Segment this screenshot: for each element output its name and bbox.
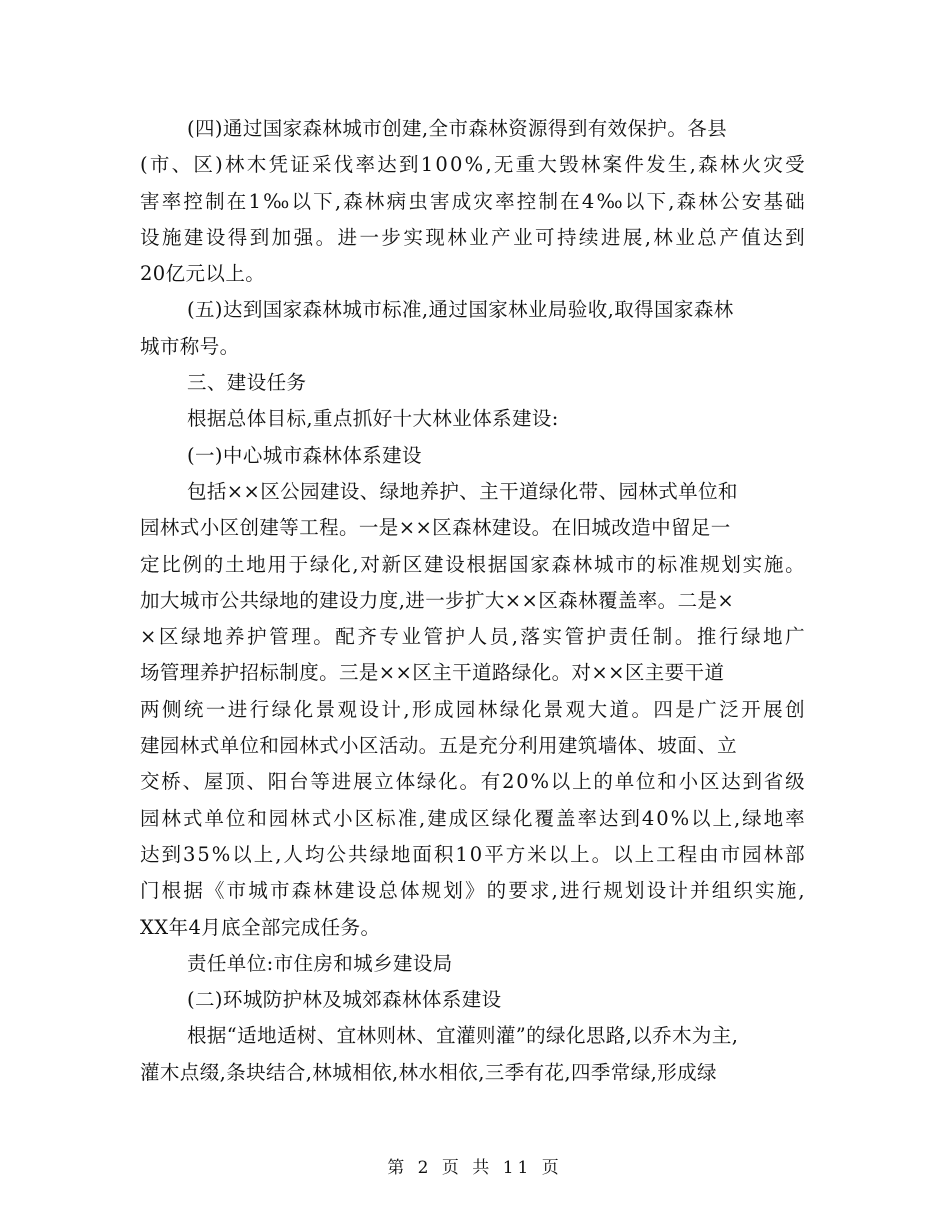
text-line: 达到35%以上,人均公共绿地面积10平方米以上。以上工程由市园林部: [140, 842, 807, 866]
text-line: 城市称号。: [140, 334, 240, 358]
text-line: 灌木点缀,条块结合,林城相依,林水相依,三季有花,四季常绿,形成绿: [140, 1060, 717, 1084]
text-line: 责任单位:市住房和城乡建设局: [187, 951, 453, 975]
text-line: 害率控制在1‰以下,森林病虫害成灾率控制在4‰以下,森林公安基础: [140, 189, 807, 213]
text-line: (一)中心城市森林体系建设: [187, 443, 422, 467]
text-line: 包括××区公园建设、绿地养护、主干道绿化带、园林式单位和: [187, 479, 738, 503]
text-line: ×区绿地养护管理。配齐专业管护人员,落实管护责任制。推行绿地广: [140, 625, 808, 649]
text-line: 加大城市公共绿地的建设力度,进一步扩大××区森林覆盖率。二是×: [140, 588, 735, 612]
text-line: (四)通过国家森林城市创建,全市森林资源得到有效保护。各县: [187, 117, 728, 140]
text-line: 园林式小区创建等工程。一是××区森林建设。在旧城改造中留足一: [140, 516, 731, 540]
text-line: 门根据《市城市森林建设总体规划》的要求,进行规划设计并组织实施,: [140, 879, 807, 903]
text-line: 两侧统一进行绿化景观设计,形成园林绿化景观大道。四是广泛开展创: [140, 697, 808, 721]
body-text: [140, 111, 820, 1091]
text-line: 设施建设得到加强。进一步实现林业产业可持续进展,林业总产值达到: [140, 225, 808, 249]
text-line: (二)环城防护林及城郊森林体系建设: [187, 988, 502, 1012]
text-line: 三、建设任务: [187, 371, 307, 395]
text-line: (五)达到国家森林城市标准,通过国家林业局验收,取得国家森林: [187, 298, 734, 322]
text-line: 根据“适地适树、宜林则林、宜灌则灌”的绿化思路,以乔木为主,: [187, 1024, 739, 1048]
text-line: 场管理养护招标制度。三是××区主干道路绿化。对××区主要干道: [140, 661, 725, 685]
page-footer: 第 2 页 共 11 页: [387, 1158, 563, 1178]
text-line: 20亿元以上。: [140, 262, 266, 286]
text-line: 定比例的土地用于绿化,对新区建设根据国家森林城市的标准规划实施。: [140, 552, 807, 576]
text-line: 交桥、屋顶、阳台等进展立体绿化。有20%以上的单位和小区达到省级: [140, 770, 807, 794]
text-line: XX年4月底全部完成任务。: [140, 915, 381, 939]
text-line: 建园林式单位和园林式小区活动。五是充分利用建筑墙体、坡面、立: [140, 734, 738, 758]
text-line: (市、区)林木凭证采伐率达到100%,无重大毁林案件发生,森林火灾受: [140, 153, 807, 177]
text-line: 根据总体目标,重点抓好十大林业体系建设:: [187, 407, 559, 431]
text-line: 园林式单位和园林式小区标准,建成区绿化覆盖率达到40%以上,绿地率: [140, 806, 807, 830]
